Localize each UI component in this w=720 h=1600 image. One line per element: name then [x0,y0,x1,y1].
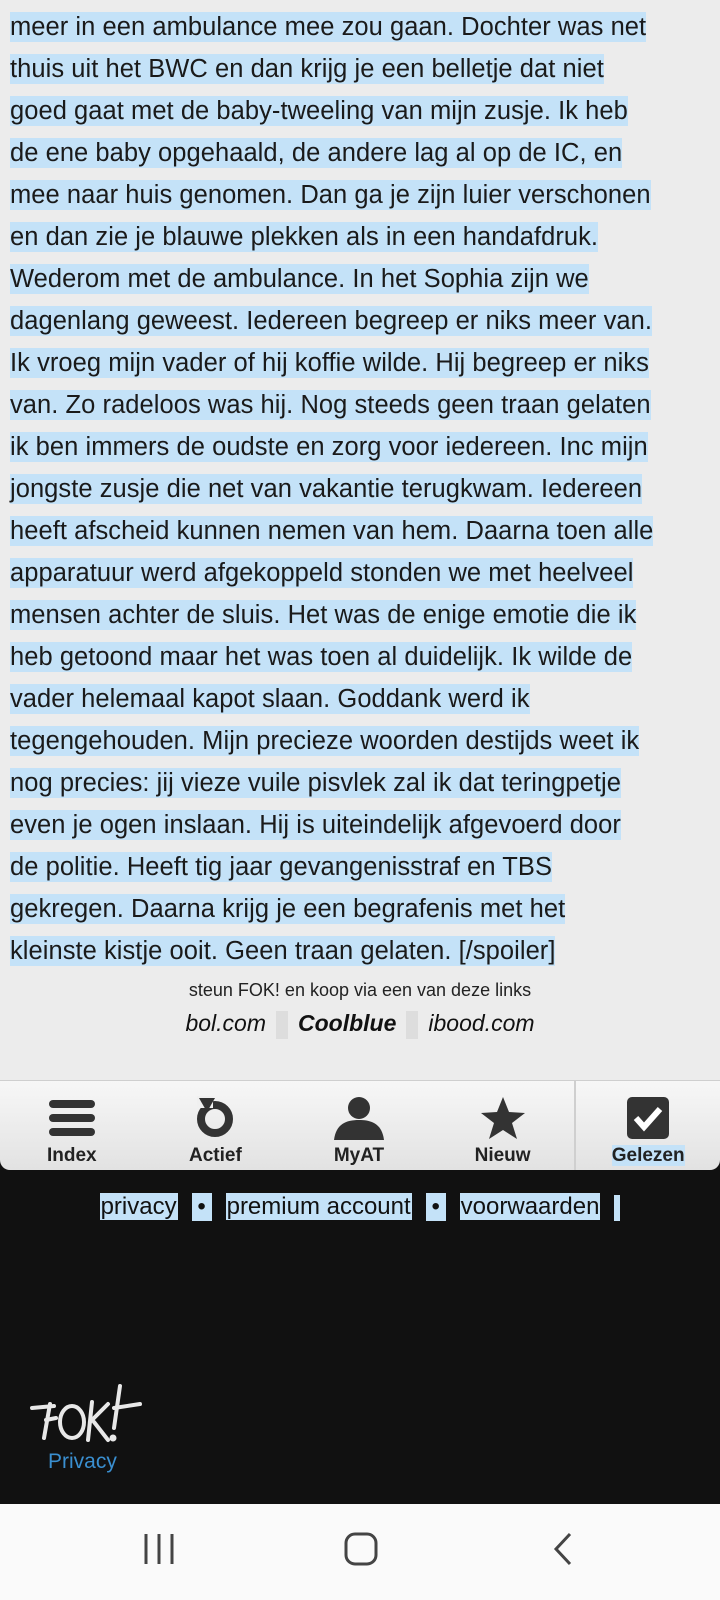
footer-separator: • [192,1193,212,1221]
post-line: apparatuur werd afgekoppeld stonden we met heelveel [10,559,634,587]
refresh-icon [187,1093,243,1143]
link-separator [406,1011,418,1039]
post-line: van. Zo radeloos was hij. Nog steeds geen traan gelaten [10,391,651,419]
post-line: thuis uit het BWC en dan krijg je een belletje dat niet [10,55,604,83]
footer-links [0,1193,720,1221]
bottom-tab-bar [0,1080,720,1170]
post-line: gekregen. Daarna krijg je een begrafenis met het [10,895,566,923]
post-line: kleinste kistje ooit. Geen traan gelaten. [/spoiler] [10,937,556,965]
post-line: de ene baby opgehaald, de andere lag al op de IC, en [10,139,623,167]
post-text [10,6,715,972]
footer-separator: • [426,1193,446,1221]
post-line: de politie. Heeft tig jaar gevangenisstraf en TBS [10,853,553,881]
post-line: even je ogen inslaan. Hij is uiteindelijk afgevoerd door [10,811,621,839]
post-line: dagenlang geweest. Iedereen begreep er niks meer van. [10,307,652,335]
bol-link[interactable]: bol.com [185,1010,267,1036]
coolblue-link[interactable]: Coolblue [298,1010,397,1036]
post-line: nog precies: jij vieze vuile pisvlek zal ik dat teringpetje [10,769,622,797]
checkbox-icon [620,1093,676,1143]
premium-account-link[interactable]: premium account [226,1193,411,1220]
post-line: vader helemaal kapot slaan. Goddank werd ik [10,685,530,713]
post-line: en dan zie je blauwe plekken als in een handafdruk. [10,223,599,251]
post-line: Wederom met de ambulance. In het Sophia zijn we [10,265,589,293]
post-line: Ik vroeg mijn vader of hij koffie wilde. Hij begreep er niks [10,349,649,377]
tab-label: Actief [188,1145,242,1166]
menu-icon [44,1093,100,1143]
star-icon [475,1093,531,1143]
post-line: goed gaat met de baby-tweeling van mijn zusje. Ik heb [10,97,628,125]
back-icon[interactable] [552,1532,574,1571]
tab-label: MyAT [333,1145,385,1166]
voorwaarden-link[interactable]: voorwaarden [460,1193,600,1220]
tab-actief[interactable] [144,1081,288,1170]
post-line: jongste zusje die net van vakantie terugkwam. Iedereen [10,475,643,503]
tab-label: Gelezen [611,1145,685,1166]
post-line: heb getoond maar het was toen al duidelijk. Ik wilde de [10,643,633,671]
tab-gelezen[interactable] [574,1081,720,1170]
user-icon [331,1093,387,1143]
support-text: steun FOK! en koop via een van deze links [188,980,532,1000]
link-separator [276,1011,288,1039]
android-nav-bar [0,1504,720,1600]
tab-nieuw[interactable] [431,1081,575,1170]
post-line: meer in een ambulance mee zou gaan. Dochter was net [10,13,647,41]
shop-links [0,1010,720,1039]
privacy-link[interactable]: privacy [100,1193,177,1220]
home-icon[interactable] [344,1532,378,1571]
tab-index[interactable] [0,1081,144,1170]
post-line: ik ben immers de oudste en zorg voor iedereen. Inc mijn [10,433,648,461]
post-line: heeft afscheid kunnen nemen van hem. Daarna toen alle [10,517,654,545]
tab-label: Index [46,1145,97,1166]
tab-myat[interactable] [287,1081,431,1170]
ibood-link[interactable]: ibood.com [428,1010,535,1036]
post-line: mensen achter de sluis. Het was de enige emotie die ik [10,601,637,629]
post-line: mee naar huis genomen. Dan ga je zijn luier verschonen [10,181,651,209]
selection-end [614,1195,620,1221]
post-line: tegengehouden. Mijn precieze woorden destijds weet ik [10,727,640,755]
recent-apps-icon[interactable] [143,1532,175,1571]
privacy-badge-link[interactable]: Privacy [48,1450,117,1473]
tab-label: Nieuw [474,1145,531,1166]
